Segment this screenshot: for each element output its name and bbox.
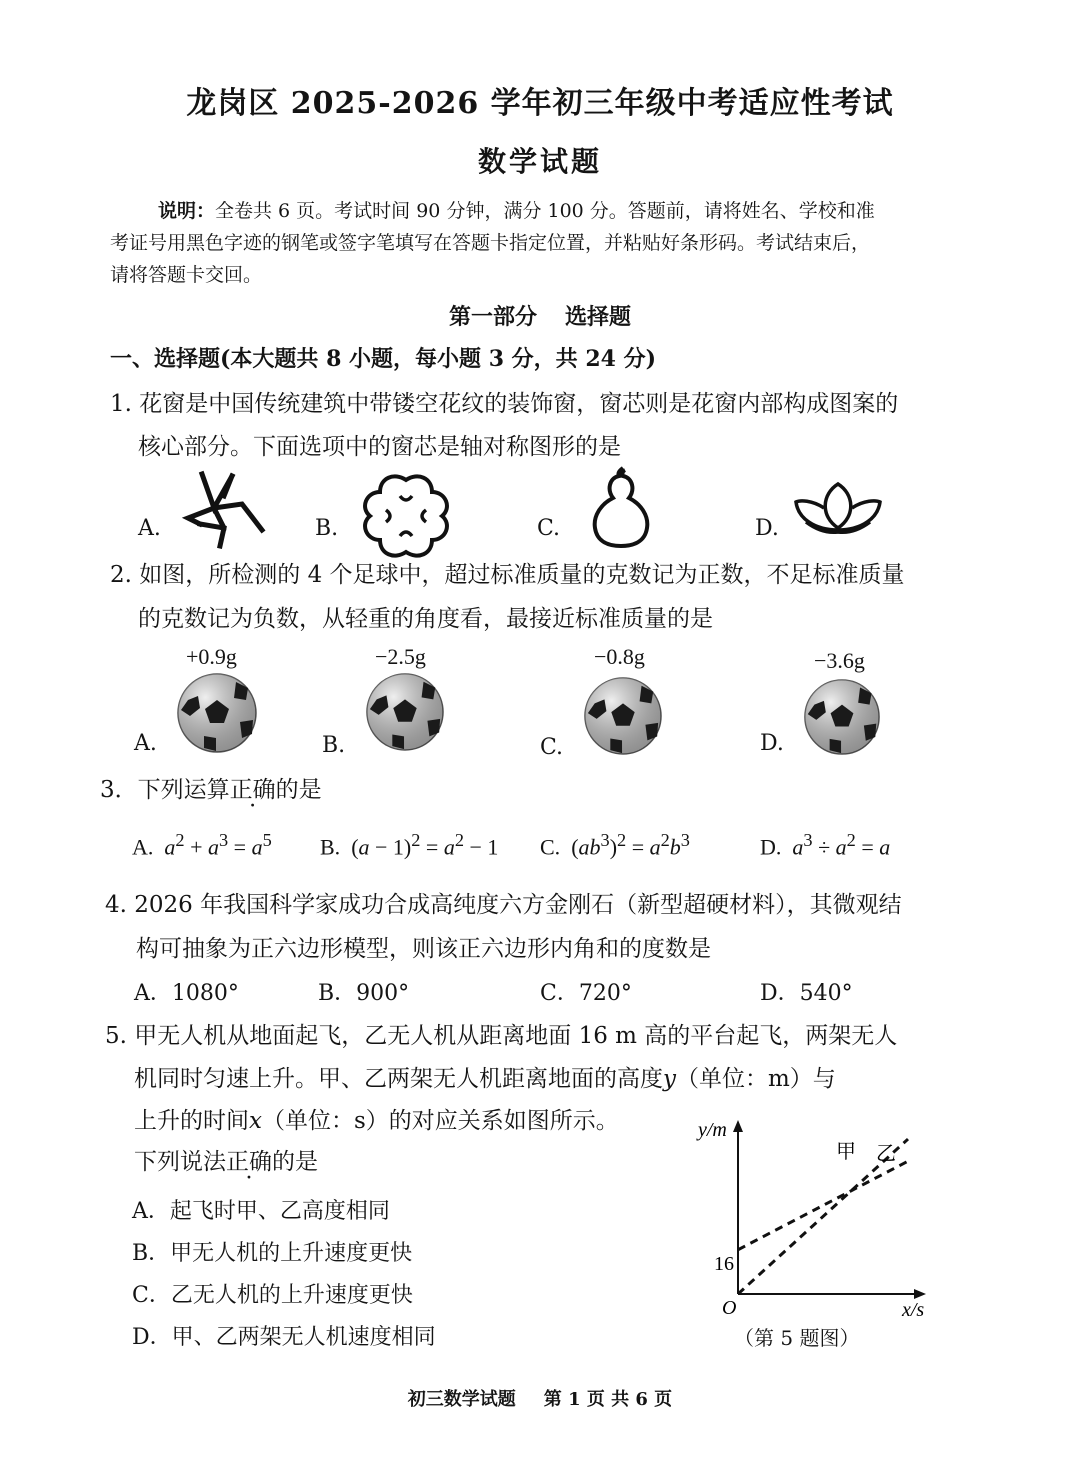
- q3-option-b-label: B.: [320, 834, 341, 860]
- q2-option-c[interactable]: C.: [540, 735, 564, 760]
- part-heading: [0, 300, 1080, 331]
- q5-line-2: [134, 1060, 836, 1093]
- q5-line-1: 5. 甲无人机从地面起飞，乙无人机从距离地面 16 m 高的平台起飞，两架无人: [105, 1023, 898, 1049]
- q3-option-c-label: C.: [540, 834, 561, 860]
- q1-line-1: 1. 花窗是中国传统建筑中带镂空花纹的装饰窗，窗芯则是花窗内部构成图案的: [110, 391, 899, 417]
- q2-weight-c: −0.8g: [594, 644, 645, 669]
- instructions-label: 说明：: [158, 200, 216, 222]
- lotus-pattern-icon: [792, 478, 884, 538]
- exam-subtitle: 数学试题: [477, 145, 602, 178]
- page-footer: [0, 1385, 1080, 1411]
- q5-line-3: [134, 1102, 619, 1135]
- series-label-yi: 乙: [876, 1143, 896, 1165]
- q1-option-b[interactable]: B.: [315, 516, 339, 541]
- x-axis-label: x/s: [902, 1299, 925, 1321]
- soccer-ball-a-icon: [176, 672, 258, 754]
- q5-figure-caption: （第 5 题图）: [734, 1326, 860, 1350]
- exam-title: 龙岗区 2025-2026 学年初三年级中考适应性考试: [186, 86, 894, 121]
- q5-line-3-post: （单位：s）的对应关系如图所示。: [261, 1108, 619, 1134]
- part-title: 选择题: [565, 304, 632, 330]
- soccer-ball-c-icon: [583, 676, 663, 756]
- q1-line-2: 核心部分。下面选项中的窗芯是轴对称图形的是: [138, 434, 621, 460]
- instructions-line-3: 请将答题卡交回。: [110, 264, 263, 286]
- q3-option-d-label: D.: [760, 834, 782, 860]
- pinwheel-pattern-icon: [180, 468, 270, 550]
- q5-figure: [690, 1112, 950, 1357]
- series-line-yi: [738, 1161, 908, 1250]
- q2-weight-a: +0.9g: [186, 644, 237, 669]
- series-label-jia: 甲: [836, 1141, 856, 1163]
- q5-line-2-text: 机同时匀速上升。甲、乙两架无人机距离地面的高度: [134, 1066, 663, 1092]
- q5-line-4-emphasis: 正确: [226, 1149, 272, 1175]
- q3-option-b[interactable]: B. $(a - 1)^2 = a^2 - 1$: [320, 830, 499, 860]
- soccer-ball-d-icon: [803, 678, 881, 756]
- q2-weight-b: −2.5g: [375, 644, 426, 669]
- q3-option-c[interactable]: C. $(ab^3)^2 = a^2b^3$: [540, 830, 690, 860]
- instructions-line-2: 考证号用黑色字迹的钢笔或签字笔填写在答题卡指定位置，并粘贴好条形码。考试结束后，: [110, 232, 871, 254]
- q4-option-d[interactable]: D．540°: [760, 981, 853, 1006]
- q3-stem-emphasis: 正确: [229, 777, 276, 803]
- q1-option-a[interactable]: A.: [138, 516, 161, 541]
- q5-option-d[interactable]: D．甲、乙两架无人机速度相同: [132, 1325, 436, 1350]
- q5-line-2-post: （单位：m）与: [676, 1066, 836, 1092]
- q4-option-c[interactable]: C．720°: [540, 981, 632, 1006]
- gourd-pattern-icon: [585, 466, 657, 548]
- y-intercept-label: 16: [714, 1253, 734, 1275]
- q5-option-b[interactable]: B．甲无人机的上升速度更快: [132, 1241, 413, 1266]
- instructions-text-1: 全卷共 6 页。考试时间 90 分钟，满分 100 分。答题前，请将姓名、学校和准: [215, 200, 875, 222]
- y-axis-arrow-icon: [733, 1120, 743, 1132]
- q4-option-a[interactable]: A．1080°: [134, 981, 239, 1006]
- q4-option-b[interactable]: B．900°: [318, 981, 410, 1006]
- q5-line-4-post: 的是: [272, 1149, 318, 1175]
- q3-option-d[interactable]: D. $a^3 \div a^2 = a$: [760, 830, 891, 860]
- q4-line-1: 4. 2026 年我国科学家成功合成高纯度六方金刚石（新型超硬材料），其微观结: [105, 892, 902, 918]
- q2-option-b[interactable]: B.: [322, 733, 346, 758]
- footer-subject: 初三数学试题: [407, 1389, 516, 1410]
- q5-var-x: x: [249, 1108, 262, 1134]
- q5-option-a[interactable]: A．起飞时甲、乙高度相同: [132, 1199, 390, 1224]
- part-name: 第一部分: [448, 304, 537, 330]
- q3-option-a[interactable]: A. $a^2 + a^3 = a^5$: [132, 830, 272, 860]
- q2-line-2: 的克数记为负数，从轻重的角度看，最接近标准质量的是: [138, 606, 713, 632]
- q1-option-c[interactable]: C.: [537, 516, 561, 541]
- q3-stem: [100, 771, 322, 804]
- q3-stem-post: 的是: [275, 777, 322, 803]
- q2-line-1: 2. 如图，所检测的 4 个足球中，超过标准质量的克数记为正数，不足标准质量: [110, 562, 905, 588]
- origin-label: O: [722, 1297, 737, 1319]
- q3-option-a-label: A.: [132, 834, 154, 860]
- q2-option-a[interactable]: A.: [134, 731, 157, 756]
- q5-line-3-pre: 上升的时间: [134, 1108, 249, 1134]
- q5-option-c[interactable]: C．乙无人机的上升速度更快: [132, 1283, 413, 1308]
- section-heading: 一、选择题(本大题共 8 小题，每小题 3 分，共 24 分): [110, 346, 657, 372]
- q4-line-2: 构可抽象为正六边形模型，则该正六边形内角和的度数是: [136, 936, 711, 962]
- q5-var-y: y: [663, 1066, 676, 1092]
- x-axis-arrow-icon: [914, 1289, 926, 1299]
- quatrefoil-pattern-icon: [360, 470, 452, 562]
- q5-line-4: [134, 1143, 318, 1176]
- instructions-line-1: [158, 196, 875, 223]
- q3-stem-pre: 3．下列运算: [100, 777, 230, 803]
- q2-weight-d: −3.6g: [814, 648, 865, 673]
- soccer-ball-b-icon: [365, 672, 445, 752]
- q5-line-4-pre: 下列说法: [134, 1149, 226, 1175]
- footer-page-number: 第 1 页 共 6 页: [543, 1389, 673, 1410]
- q2-option-d[interactable]: D.: [760, 731, 784, 756]
- q1-option-d[interactable]: D.: [755, 516, 779, 541]
- y-axis-label: y/m: [698, 1119, 727, 1141]
